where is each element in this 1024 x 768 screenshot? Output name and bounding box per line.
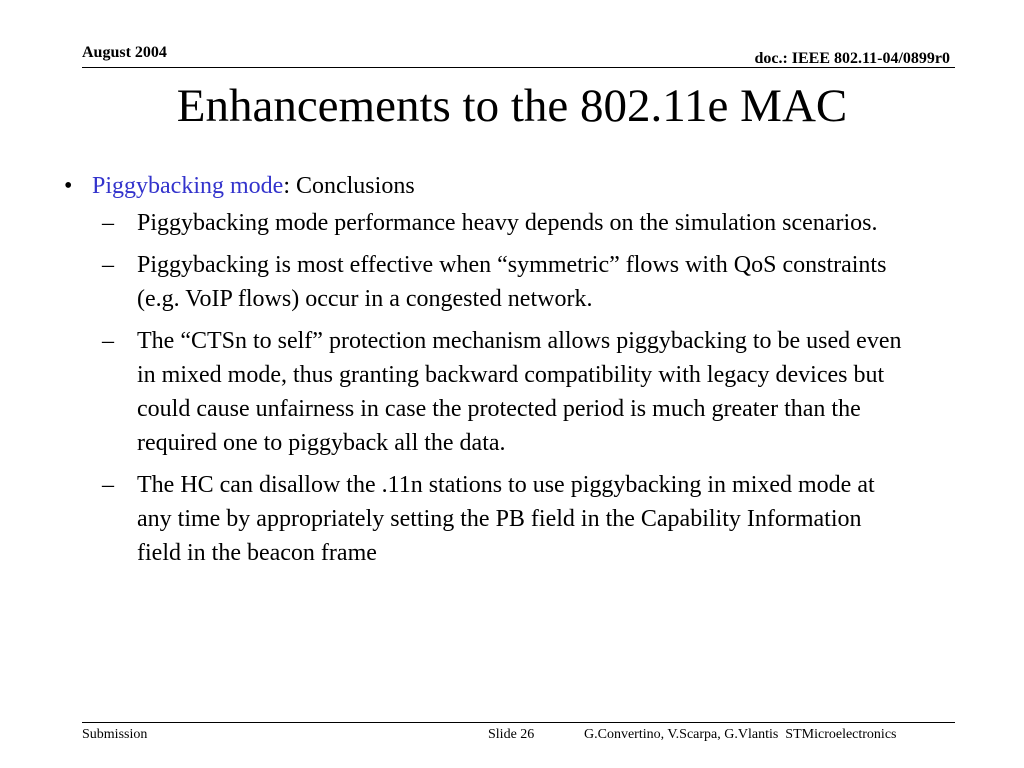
header-doc-id: doc.: IEEE 802.11-04/0899r0 <box>754 50 950 67</box>
footer-slide-number: Slide 26 <box>488 727 535 742</box>
slide-content <box>64 172 924 570</box>
sub-item-text: The “CTSn to self” protection mechanism allows piggybacking to be used even in mixed mode, thus granting backward compatibility with legacy devices but could cause unfairness in case the protected period is much greater than the required one to piggyback all the data. <box>137 328 902 456</box>
sub-item <box>64 206 907 240</box>
sub-item <box>64 324 907 460</box>
footer-authors: G.Convertino, V.Scarpa, G.Vlantis STMicroelectronics <box>584 727 897 742</box>
bullet-icon: • <box>64 173 73 199</box>
sub-item <box>64 248 907 316</box>
bullet-highlight-text: Piggybacking mode <box>92 173 284 199</box>
bullet-item <box>64 172 924 200</box>
footer-submission: Submission <box>82 727 148 742</box>
dash-icon: – <box>102 252 114 278</box>
sub-item-text: Piggybacking mode performance heavy depends on the simulation scenarios. <box>137 210 878 236</box>
sub-item <box>64 468 907 570</box>
dash-icon: – <box>102 472 114 498</box>
footer-divider <box>82 722 955 723</box>
dash-icon: – <box>102 210 114 236</box>
header-date: August 2004 <box>82 44 167 61</box>
slide-title: Enhancements to the 802.11e MAC <box>176 80 848 132</box>
sub-item-text: The HC can disallow the .11n stations to use piggybacking in mixed mode at any time by appropriately setting the PB field in the Capability Information field in the beacon frame <box>137 472 875 566</box>
header-divider <box>82 67 955 68</box>
sub-item-text: Piggybacking is most effective when “symmetric” flows with QoS constraints (e.g. VoIP flows) occur in a congested network. <box>137 252 887 312</box>
bullet-text: : Conclusions <box>283 173 415 199</box>
dash-icon: – <box>102 328 114 354</box>
